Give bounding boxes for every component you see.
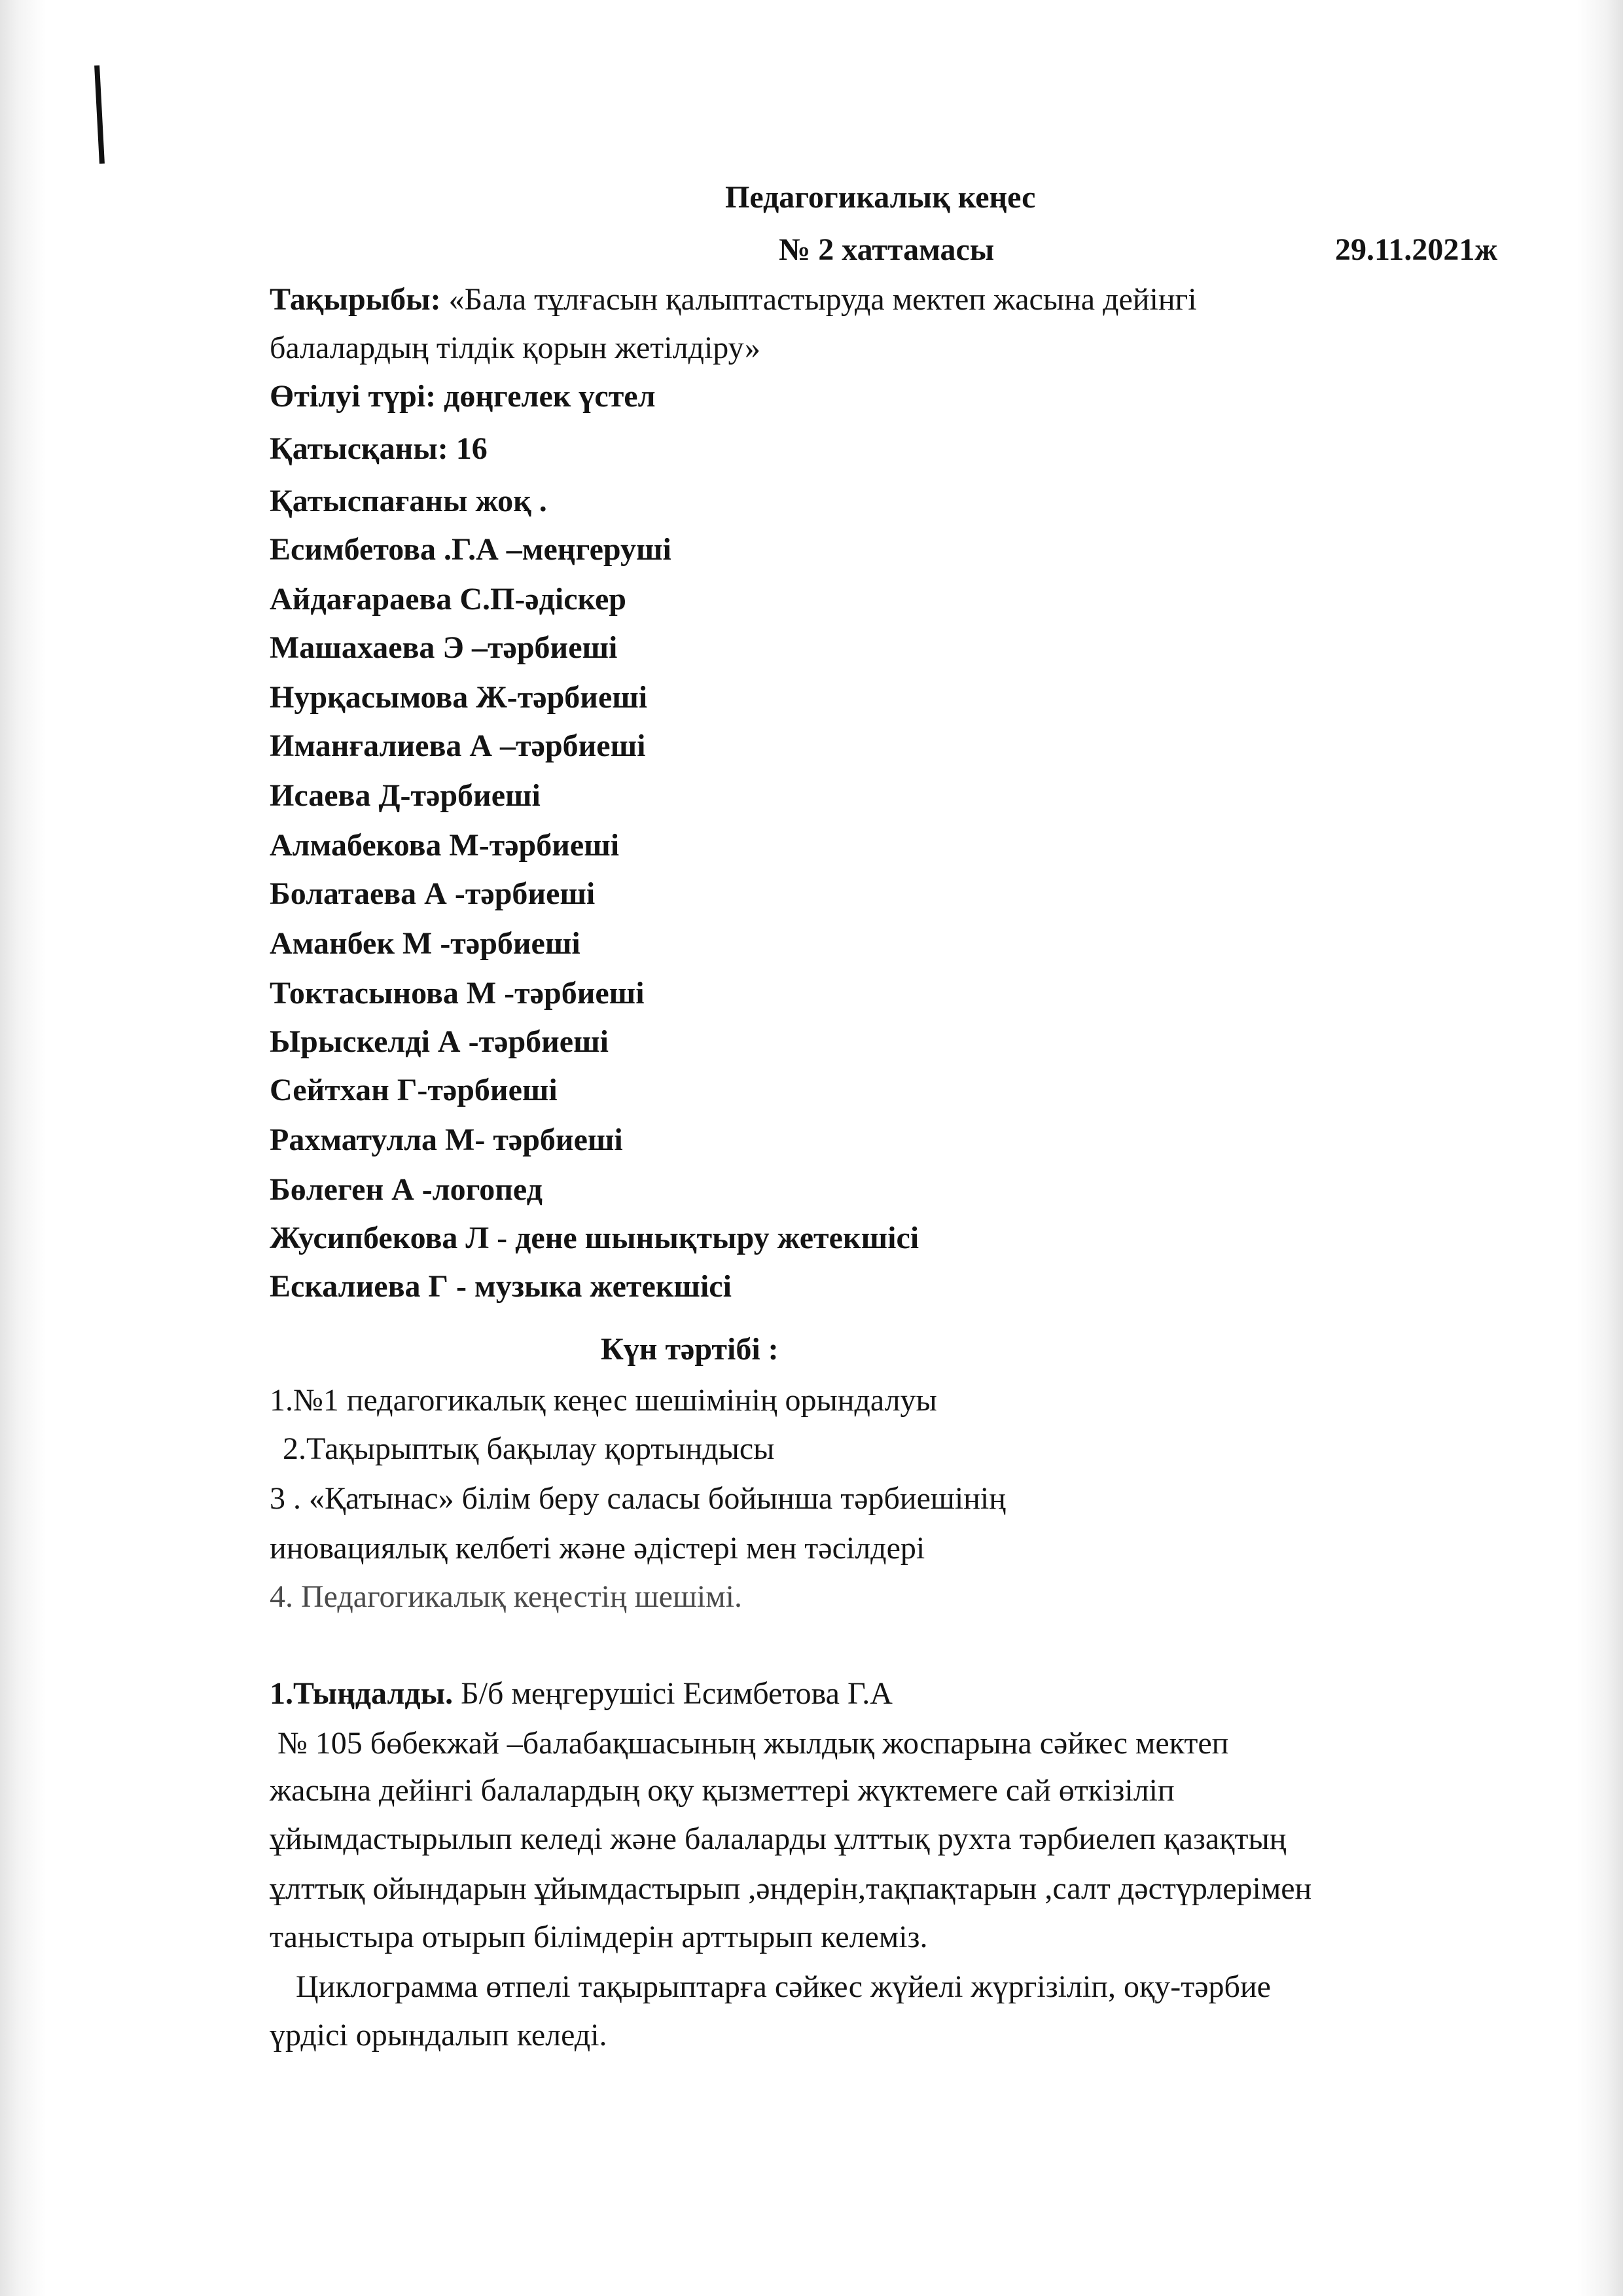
participant-row: Ескалиева Г - музыка жетекшісі [270, 1269, 732, 1304]
section-text-line: Циклограмма өтпелі тақырыптарға сәйкес жүйелі жүргізіліп, оқу-тәрбие [296, 1969, 1271, 2004]
document-title: Педагогикалық кеңес [725, 180, 1036, 215]
participant-row: Иманғалиева А –тәрбиеші [270, 728, 646, 763]
present-count: 16 [455, 431, 488, 466]
protocol-number: № 2 хаттамасы [779, 232, 995, 267]
section-speaker: Б/б меңгерушісі Есимбетова Г.А [461, 1676, 893, 1711]
agenda-item: 3 . «Қатынас» білім беру саласы бойынша тәрбиешінің [270, 1481, 1006, 1516]
participant-row: Машахаева Э –тәрбиеші [270, 630, 618, 665]
participant-row: Алмабекова М-тәрбиеші [270, 828, 620, 863]
topic-text-2: балалардың тілдік қорын жетілдіру» [270, 331, 760, 365]
form-value: дөңгелек үстел [444, 379, 656, 414]
participant-row: Жусипбекова Л - дене шынықтыру жетекшісі [270, 1221, 919, 1255]
participant-row: Болатаева А -тәрбиеші [270, 876, 596, 911]
participant-row: Сейтхан Г-тәрбиеші [270, 1073, 558, 1107]
agenda-item: 4. Педагогикалық кеңестің шешімі. [270, 1579, 742, 1614]
section-heading: 1.Тыңдалды. [270, 1676, 454, 1711]
form-label: Өтілуі түрі: [270, 379, 437, 414]
participant-row: Рахматулла М- тәрбиеші [270, 1122, 623, 1157]
participant-row: Исаева Д-тәрбиеші [270, 778, 541, 813]
section-heading-line [270, 1674, 893, 1713]
topic-line-1 [270, 280, 1197, 319]
protocol-date: 29.11.2021ж [1335, 232, 1498, 267]
agenda-item: 1.№1 педагогикалық кеңес шешімінің орындалуы [270, 1383, 937, 1418]
participant-row: Бөлеген А -логопед [270, 1172, 543, 1207]
participant-row: Ырыскелді А -тәрбиеші [270, 1024, 609, 1059]
section-text-line: жасына дейінгі балалардың оқу қызметтері жүктемеге сай өткізіліп [270, 1773, 1175, 1808]
section-text-line: ұйымдастырылып келеді және балаларды ұлттық рухта тәрбиелеп қазақтың [270, 1821, 1287, 1856]
section-text-line: ұлттық ойындарын ұйымдастырып ,әндерін,тақпақтарын ,салт дәстүрлерімен [270, 1871, 1312, 1906]
present-label: Қатысқаны: [270, 431, 448, 466]
participant-row: Нурқасымова Ж-тәрбиеші [270, 680, 648, 715]
present-line [270, 429, 488, 469]
agenda-item: иновациялық келбеті және әдістері мен тәсілдері [270, 1531, 925, 1566]
agenda-item: 2.Тақырыптық бақылау қортындысы [283, 1431, 775, 1466]
section-text-line: таныстыра отырып білімдерін арттырып келеміз. [270, 1920, 928, 1954]
topic-text-1: «Бала тұлғасын қалыптастыруда мектеп жасына дейінгі [448, 282, 1197, 317]
agenda-title: Күн тәртібі : [601, 1332, 779, 1367]
section-text-line: үрдісі орындалып келеді. [270, 2018, 607, 2053]
absent-line: Қатыспағаны жоқ . [270, 484, 547, 518]
form-line [270, 377, 656, 416]
participant-row: Аманбек М -тәрбиеші [270, 926, 580, 961]
participant-row: Токтасынова М -тәрбиеші [270, 976, 645, 1011]
topic-label: Тақырыбы: [270, 282, 441, 317]
participant-row: Есимбетова .Г.А –меңгеруші [270, 532, 671, 567]
participant-row: Айдағараева С.П-әдіскер [270, 582, 626, 617]
section-text-line: № 105 бөбекжай –балабақшасының жылдық жоспарына сәйкес мектеп [277, 1726, 1229, 1761]
